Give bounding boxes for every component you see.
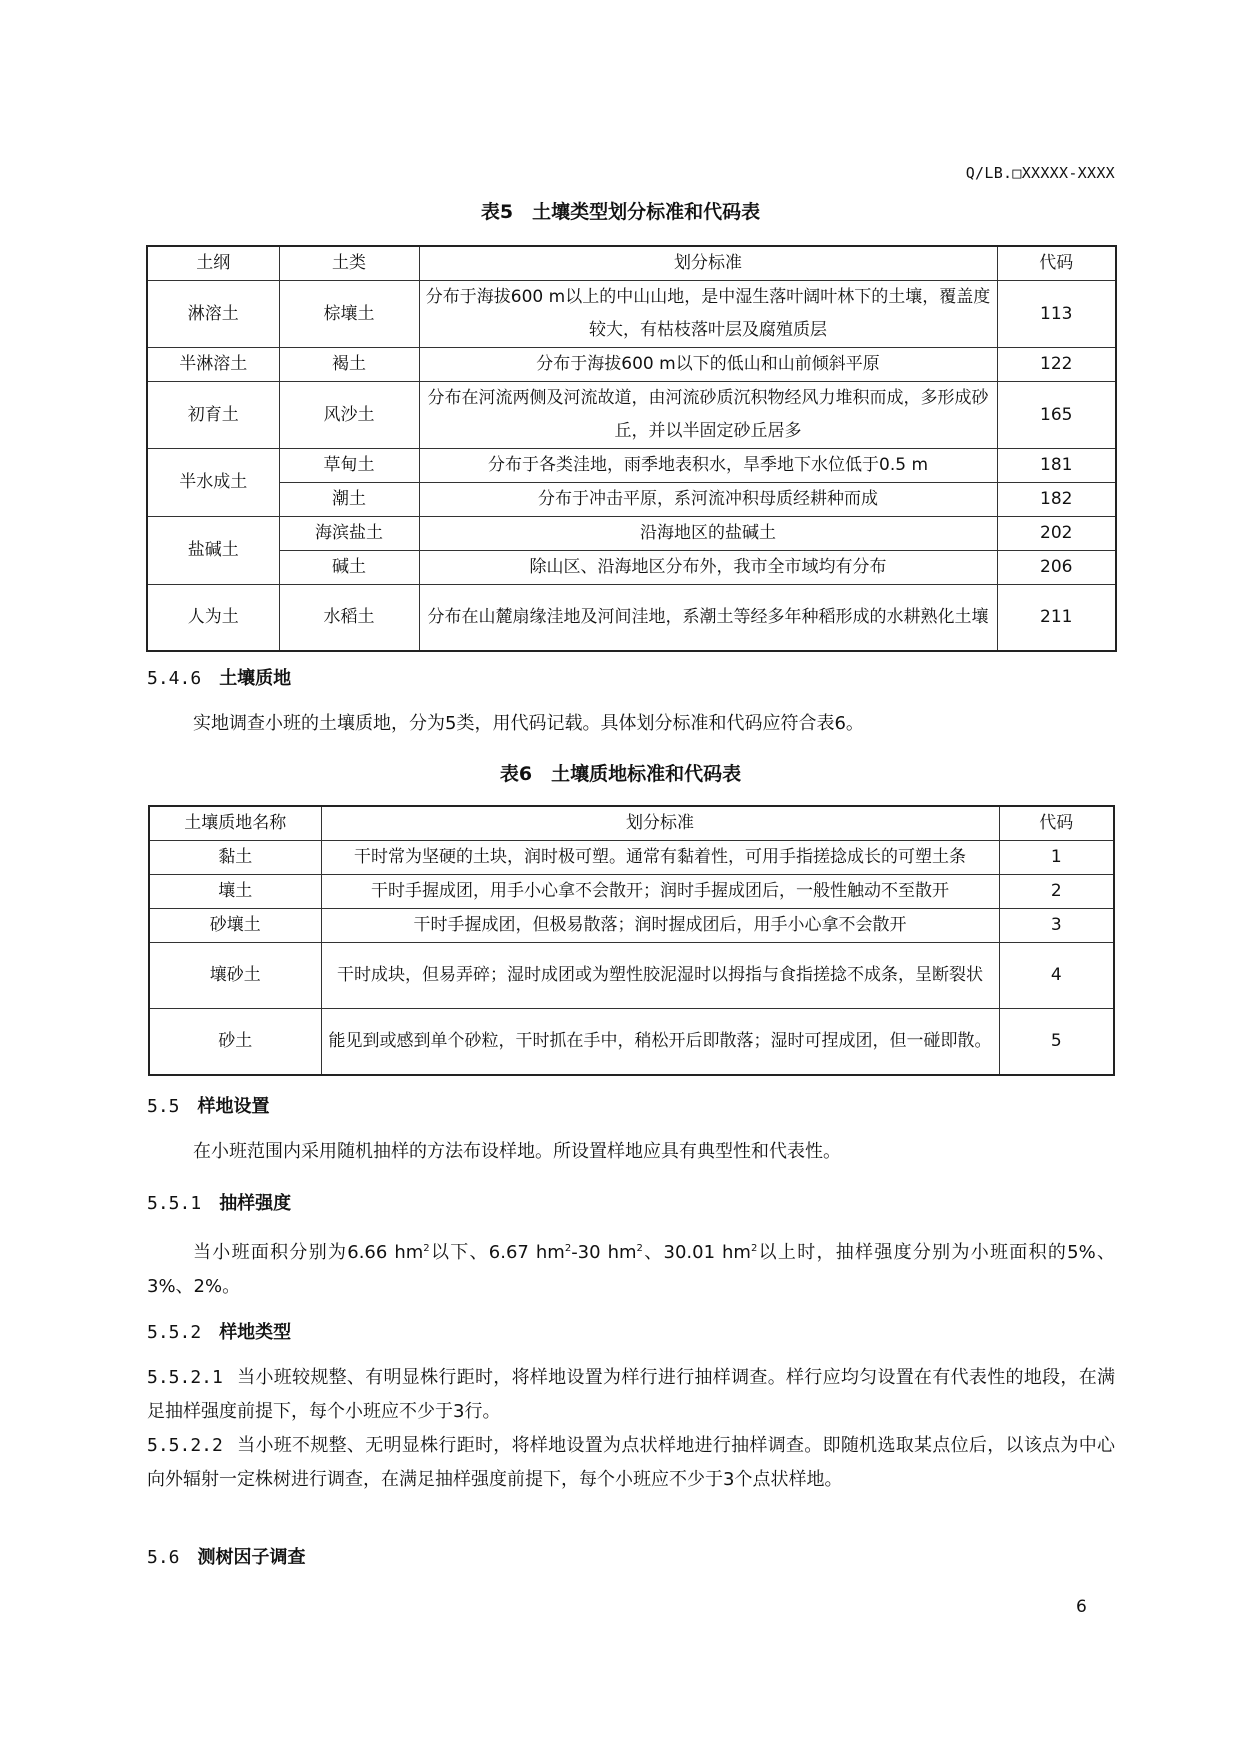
texture-name-cell: 砂土	[149, 1009, 321, 1075]
table-row	[147, 281, 1116, 348]
code-cell: 1	[999, 841, 1114, 875]
table-row	[147, 449, 1116, 483]
soil-type-cell: 草甸土	[279, 449, 419, 483]
code-cell: 181	[997, 449, 1116, 483]
table6-title: 表6 土壤质地标准和代码表	[499, 763, 742, 785]
column-header: 划分标准	[419, 246, 997, 281]
soil-type-cell: 风沙土	[279, 382, 419, 449]
code-cell: 211	[997, 585, 1116, 651]
criteria-cell: 干时手握成团，用手小心拿不会散开；润时手握成团后，一般性触动不至散开	[321, 875, 999, 909]
criteria-cell: 分布于海拔600 m以上的中山山地，是中湿生落叶阔叶林下的土壤，覆盖度较大，有枯枝落叶层及腐殖质层	[419, 281, 997, 348]
section-heading-5-5-1	[147, 1189, 291, 1215]
texture-name-cell: 壤土	[149, 875, 321, 909]
criteria-cell: 沿海地区的盐碱土	[419, 517, 997, 551]
code-cell: 3	[999, 909, 1114, 943]
soil-type-table	[146, 245, 1117, 652]
paragraph: 实地调查小班的土壤质地，分为5类，用代码记载。具体划分标准和代码应符合表6。	[193, 713, 864, 734]
section-heading-5-4-6	[147, 664, 291, 690]
texture-name-cell: 黏土	[149, 841, 321, 875]
code-cell: 165	[997, 382, 1116, 449]
criteria-cell: 分布于海拔600 m以下的低山和山前倾斜平原	[419, 348, 997, 382]
paragraph: 在小班范围内采用随机抽样的方法布设样地。所设置样地应具有典型性和代表性。	[193, 1141, 841, 1162]
clause-text: 当小班不规整、无明显株行距时，将样地设置为点状样地进行抽样调查。即随机选取某点位后，以该点为中心向外辐射一定株树进行调查，在满足抽样强度前提下，每个小班应不少于3个点状样地。	[147, 1435, 1115, 1490]
soil-type-cell: 褐土	[279, 348, 419, 382]
document-code: Q/LB.□XXXXX-XXXX	[965, 164, 1115, 182]
table5-title: 表5 土壤类型划分标准和代码表	[480, 201, 761, 223]
code-cell: 2	[999, 875, 1114, 909]
soil-type-cell: 潮土	[279, 483, 419, 517]
table-row	[149, 909, 1114, 943]
soil-order-cell: 盐碱土	[147, 517, 279, 585]
soil-order-cell: 淋溶土	[147, 281, 279, 348]
criteria-cell: 干时成块，但易弄碎；湿时成团或为塑性胶泥湿时以拇指与食指搓捻不成条，呈断裂状	[321, 943, 999, 1009]
page-number: 6	[1076, 1597, 1087, 1617]
table-header-row	[147, 246, 1116, 281]
column-header: 划分标准	[321, 806, 999, 841]
code-cell: 4	[999, 943, 1114, 1009]
column-header: 土类	[279, 246, 419, 281]
section-title: 抽样强度	[219, 1193, 292, 1214]
section-number: 5.5.1	[147, 1193, 202, 1214]
section-title: 土壤质地	[219, 668, 292, 689]
texture-name-cell: 砂壤土	[149, 909, 321, 943]
section-heading-5-6	[147, 1543, 306, 1569]
soil-order-cell: 初育土	[147, 382, 279, 449]
soil-order-cell: 人为土	[147, 585, 279, 651]
table-row	[147, 348, 1116, 382]
table-row	[149, 1009, 1114, 1075]
code-cell: 202	[997, 517, 1116, 551]
clause-5-5-2-1	[147, 1361, 1115, 1429]
clause-5-5-2-2	[147, 1429, 1115, 1497]
soil-type-cell: 碱土	[279, 551, 419, 585]
section-number: 5.4.6	[147, 668, 202, 689]
column-header: 土壤质地名称	[149, 806, 321, 841]
paragraph: 当小班面积分别为6.66 $hm^2$以下、6.67 $hm^2-30$ $hm^2$、30.01 $hm^2$以上时，抽样强度分别为小班面积的5%、3%、2%。	[147, 1242, 1115, 1297]
column-header: 代码	[997, 246, 1116, 281]
table-row	[147, 551, 1116, 585]
code-cell: 113	[997, 281, 1116, 348]
soil-texture-table	[148, 805, 1115, 1076]
criteria-cell: 分布在河流两侧及河流故道，由河流砂质沉积物经风力堆积而成，多形成砂丘，并以半固定砂丘居多	[419, 382, 997, 449]
soil-order-cell: 半水成土	[147, 449, 279, 517]
section-heading-5-5-2	[147, 1318, 291, 1344]
table-row	[147, 483, 1116, 517]
table-row	[147, 585, 1116, 651]
table-row	[149, 841, 1114, 875]
section-number: 5.5	[147, 1096, 180, 1117]
clause-number: 5.5.2.2	[147, 1435, 223, 1456]
criteria-cell: 能见到或感到单个砂粒，干时抓在手中，稍松开后即散落；湿时可捏成团，但一碰即散。	[321, 1009, 999, 1075]
column-header: 土纲	[147, 246, 279, 281]
table-row	[147, 517, 1116, 551]
section-number: 5.6	[147, 1547, 180, 1568]
table-row	[149, 875, 1114, 909]
criteria-cell: 分布在山麓扇缘洼地及河间洼地，系潮土等经多年种稻形成的水耕熟化土壤	[419, 585, 997, 651]
code-cell: 182	[997, 483, 1116, 517]
table-row	[149, 943, 1114, 1009]
criteria-cell: 分布于冲击平原，系河流冲积母质经耕种而成	[419, 483, 997, 517]
code-cell: 206	[997, 551, 1116, 585]
criteria-cell: 除山区、沿海地区分布外，我市全市域均有分布	[419, 551, 997, 585]
column-header: 代码	[999, 806, 1114, 841]
section-number: 5.5.2	[147, 1322, 202, 1343]
section-title: 测树因子调查	[197, 1547, 306, 1568]
soil-type-cell: 水稻土	[279, 585, 419, 651]
code-cell: 5	[999, 1009, 1114, 1075]
code-cell: 122	[997, 348, 1116, 382]
texture-name-cell: 壤砂土	[149, 943, 321, 1009]
criteria-cell: 分布于各类洼地，雨季地表积水，旱季地下水位低于0.5 m	[419, 449, 997, 483]
soil-order-cell: 半淋溶土	[147, 348, 279, 382]
criteria-cell: 干时常为坚硬的土块，润时极可塑。通常有黏着性，可用手指搓捻成长的可塑土条	[321, 841, 999, 875]
table-header-row	[149, 806, 1114, 841]
soil-type-cell: 海滨盐土	[279, 517, 419, 551]
section-heading-5-5	[147, 1092, 270, 1118]
table-row	[147, 382, 1116, 449]
section-title: 样地设置	[197, 1096, 270, 1117]
clause-number: 5.5.2.1	[147, 1367, 223, 1388]
criteria-cell: 干时手握成团，但极易散落；润时握成团后，用手小心拿不会散开	[321, 909, 999, 943]
clause-text: 当小班较规整、有明显株行距时，将样地设置为样行进行抽样调查。样行应均匀设置在有代表性的地段，在满足抽样强度前提下，每个小班应不少于3行。	[147, 1367, 1115, 1422]
section-title: 样地类型	[219, 1322, 292, 1343]
soil-type-cell: 棕壤土	[279, 281, 419, 348]
